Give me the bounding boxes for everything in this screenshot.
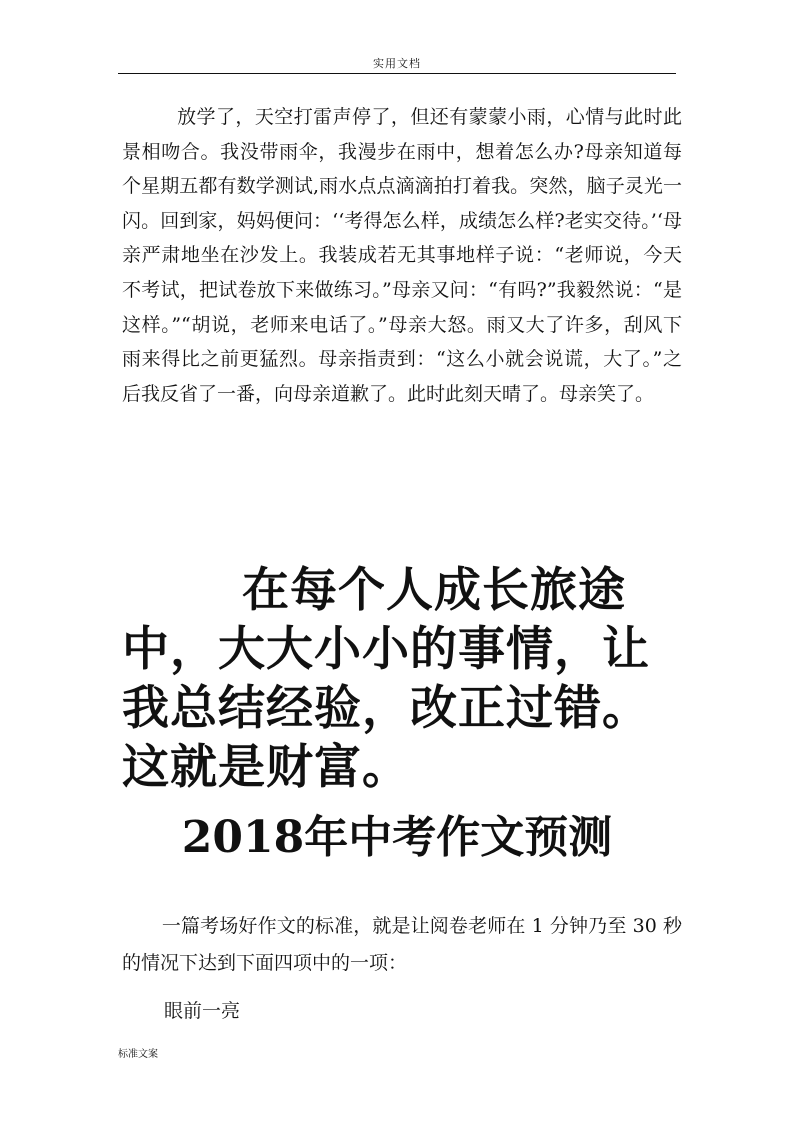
header-divider	[118, 73, 676, 74]
page-header: 实用文档	[373, 57, 421, 70]
story-paragraph: 放学了，天空打雷声停了，但还有蒙蒙小雨，心情与此时此景相吻合。我没带雨伞，我漫步在雨中，想着怎么办?母亲知道每个星期五都有数学测试,雨水点点滴滴拍打着我。突然，脑子灵光一闪。回到家，妈妈便问：‘‘考得怎么样，成绩怎么样?老实交待。’‘母亲严肃地坐在沙发上。我装成若无其事地样子说：“老师说，今天不考试，把试卷放下来做练习。”母亲又问：“有吗?”我毅然说：“是这样。”“胡说，老师来电话了。”母亲大怒。雨又大了许多，刮风下雨来得比之前更猛烈。母亲指责到：“这么小就会说谎，大了。”之后我反省了一番，向母亲道歉了。此时此刻天晴了。母亲笑了。	[122, 106, 682, 405]
criterion-item: 眼前一亮	[164, 1000, 241, 1022]
page-footer: 标准文案	[118, 1049, 158, 1060]
section-title: 2018年中考作文预测	[181, 812, 613, 863]
conclusion-paragraph: 在每个人成长旅途中，大大小小的事情，让我总结经验，改正过错。这就是财富。	[122, 563, 650, 795]
intro-paragraph: 一篇考场好作文的标准，就是让阅卷老师在 1 分钟乃至 30 秒的情况下达到下面四项中的一项：	[122, 915, 682, 974]
